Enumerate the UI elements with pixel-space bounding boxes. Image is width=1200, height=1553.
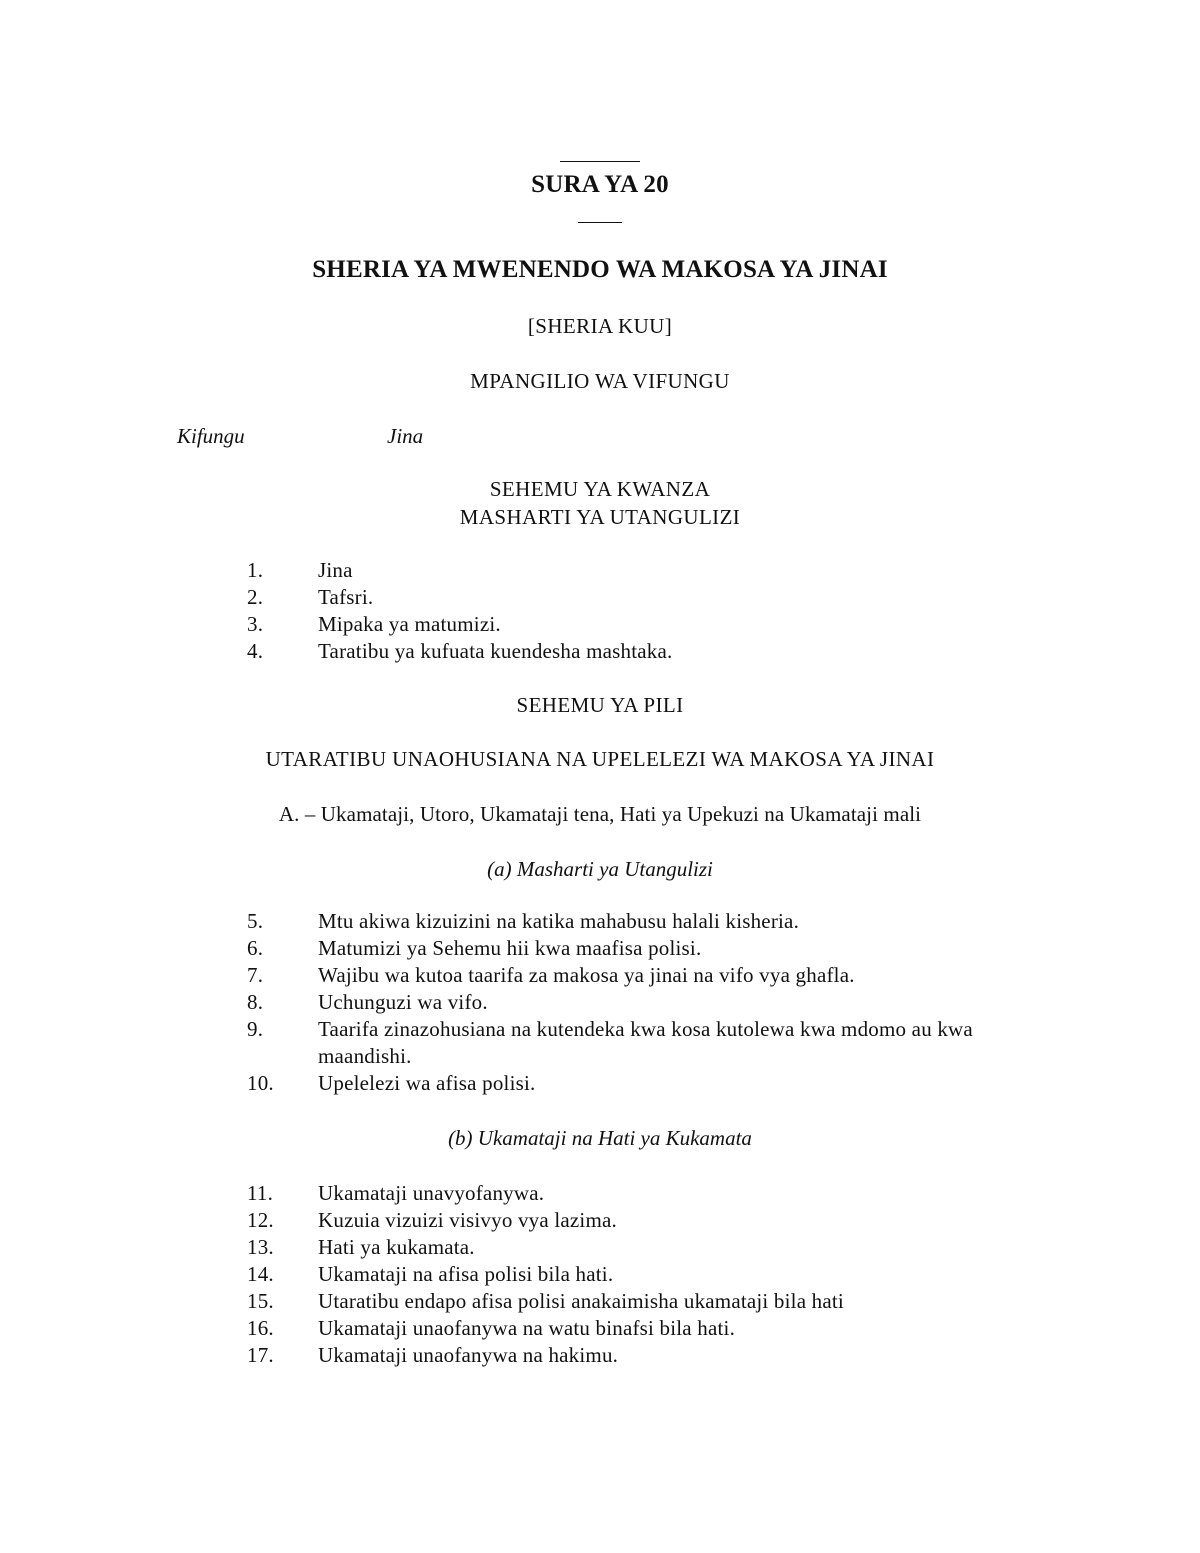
section-number: 14.: [247, 1262, 274, 1286]
list-item: [0, 1207, 1200, 1234]
list-item: [0, 584, 1200, 611]
section-title: Ukamataji unavyofanywa.: [318, 1181, 545, 1205]
section-number: 15.: [247, 1289, 274, 1313]
list-item: [0, 989, 1200, 1016]
arrangement-heading: MPANGILIO WA VIFUNGU: [470, 369, 730, 393]
division-heading: A. – Ukamataji, Utoro, Ukamataji tena, Hati ya Upekuzi na Ukamataji mali: [278, 802, 922, 826]
section-number: 11.: [247, 1181, 274, 1205]
section-number: 8.: [247, 990, 264, 1014]
section-title: Ukamataji na afisa polisi bila hati.: [318, 1262, 614, 1286]
part-two-subheading: UTARATIBU UNAOHUSIANA NA UPELELEZI WA MAKOSA YA JINAI: [265, 747, 935, 771]
section-title: Matumizi ya Sehemu hii kwa maafisa polisi.: [318, 936, 702, 960]
section-number: 2.: [247, 585, 264, 609]
section-title: Tafsri.: [318, 585, 374, 609]
section-title: Jina: [318, 558, 353, 582]
section-number: 5.: [247, 909, 264, 933]
act-subtitle: [SHERIA KUU]: [527, 314, 673, 338]
list-item: [0, 1261, 1200, 1288]
list-item: [0, 1180, 1200, 1207]
chapter-rule: [578, 222, 622, 223]
list-item: [0, 638, 1200, 665]
top-rule: [560, 161, 640, 162]
part-two-heading: SEHEMU YA PILI: [516, 693, 684, 717]
section-number: 4.: [247, 639, 264, 663]
chapter-heading: SURA YA 20: [531, 171, 669, 198]
section-title: Mtu akiwa kizuizini na katika mahabusu halali kisheria.: [318, 909, 800, 933]
part-one-subheading: MASHARTI YA UTANGULIZI: [459, 505, 741, 529]
part-one-heading: SEHEMU YA KWANZA: [489, 477, 711, 501]
section-number: 1.: [247, 558, 264, 582]
column-header-section: Kifungu: [177, 424, 245, 448]
section-number: 10.: [247, 1071, 274, 1095]
section-number: 13.: [247, 1235, 274, 1259]
section-number: 6.: [247, 936, 264, 960]
list-item: [0, 1234, 1200, 1261]
list-item: [0, 1016, 1200, 1070]
section-number: 7.: [247, 963, 264, 987]
section-title: Mipaka ya matumizi.: [318, 612, 501, 636]
list-item: [0, 908, 1200, 935]
list-item: [0, 962, 1200, 989]
section-number: 3.: [247, 612, 264, 636]
act-title: SHERIA YA MWENENDO WA MAKOSA YA JINAI: [312, 256, 888, 283]
subsection-a-list: [0, 908, 1200, 1097]
section-title: Taratibu ya kufuata kuendesha mashtaka.: [318, 639, 673, 663]
section-title: Uchunguzi wa vifo.: [318, 990, 488, 1014]
section-title: Taarifa zinazohusiana na kutendeka kwa kosa kutolewa kwa mdomo au kwa maandishi.: [318, 1017, 973, 1068]
section-title: Ukamataji unaofanywa na hakimu.: [318, 1343, 619, 1367]
section-title: Hati ya kukamata.: [318, 1235, 475, 1259]
list-item: [0, 1315, 1200, 1342]
list-item: [0, 1288, 1200, 1315]
subsection-b-list: [0, 1180, 1200, 1369]
list-item: [0, 611, 1200, 638]
part-one-list: [0, 557, 1200, 665]
section-number: 12.: [247, 1208, 274, 1232]
section-number: 17.: [247, 1343, 274, 1367]
list-item: [0, 557, 1200, 584]
section-title: Ukamataji unaofanywa na watu binafsi bila hati.: [318, 1316, 736, 1340]
subsection-b-heading: (b) Ukamataji na Hati ya Kukamata: [448, 1126, 752, 1150]
section-title: Kuzuia vizuizi visivyo vya lazima.: [318, 1208, 617, 1232]
section-title: Upelelezi wa afisa polisi.: [318, 1071, 536, 1095]
section-title: Wajibu wa kutoa taarifa za makosa ya jinai na vifo vya ghafla.: [318, 963, 855, 987]
section-number: 9.: [247, 1017, 264, 1041]
subsection-a-heading: (a) Masharti ya Utangulizi: [487, 857, 713, 881]
list-item: [0, 935, 1200, 962]
list-item: [0, 1342, 1200, 1369]
column-header-name: Jina: [387, 424, 424, 448]
section-number: 16.: [247, 1316, 274, 1340]
section-title: Utaratibu endapo afisa polisi anakaimisha ukamataji bila hati: [318, 1289, 844, 1313]
list-item: [0, 1070, 1200, 1097]
